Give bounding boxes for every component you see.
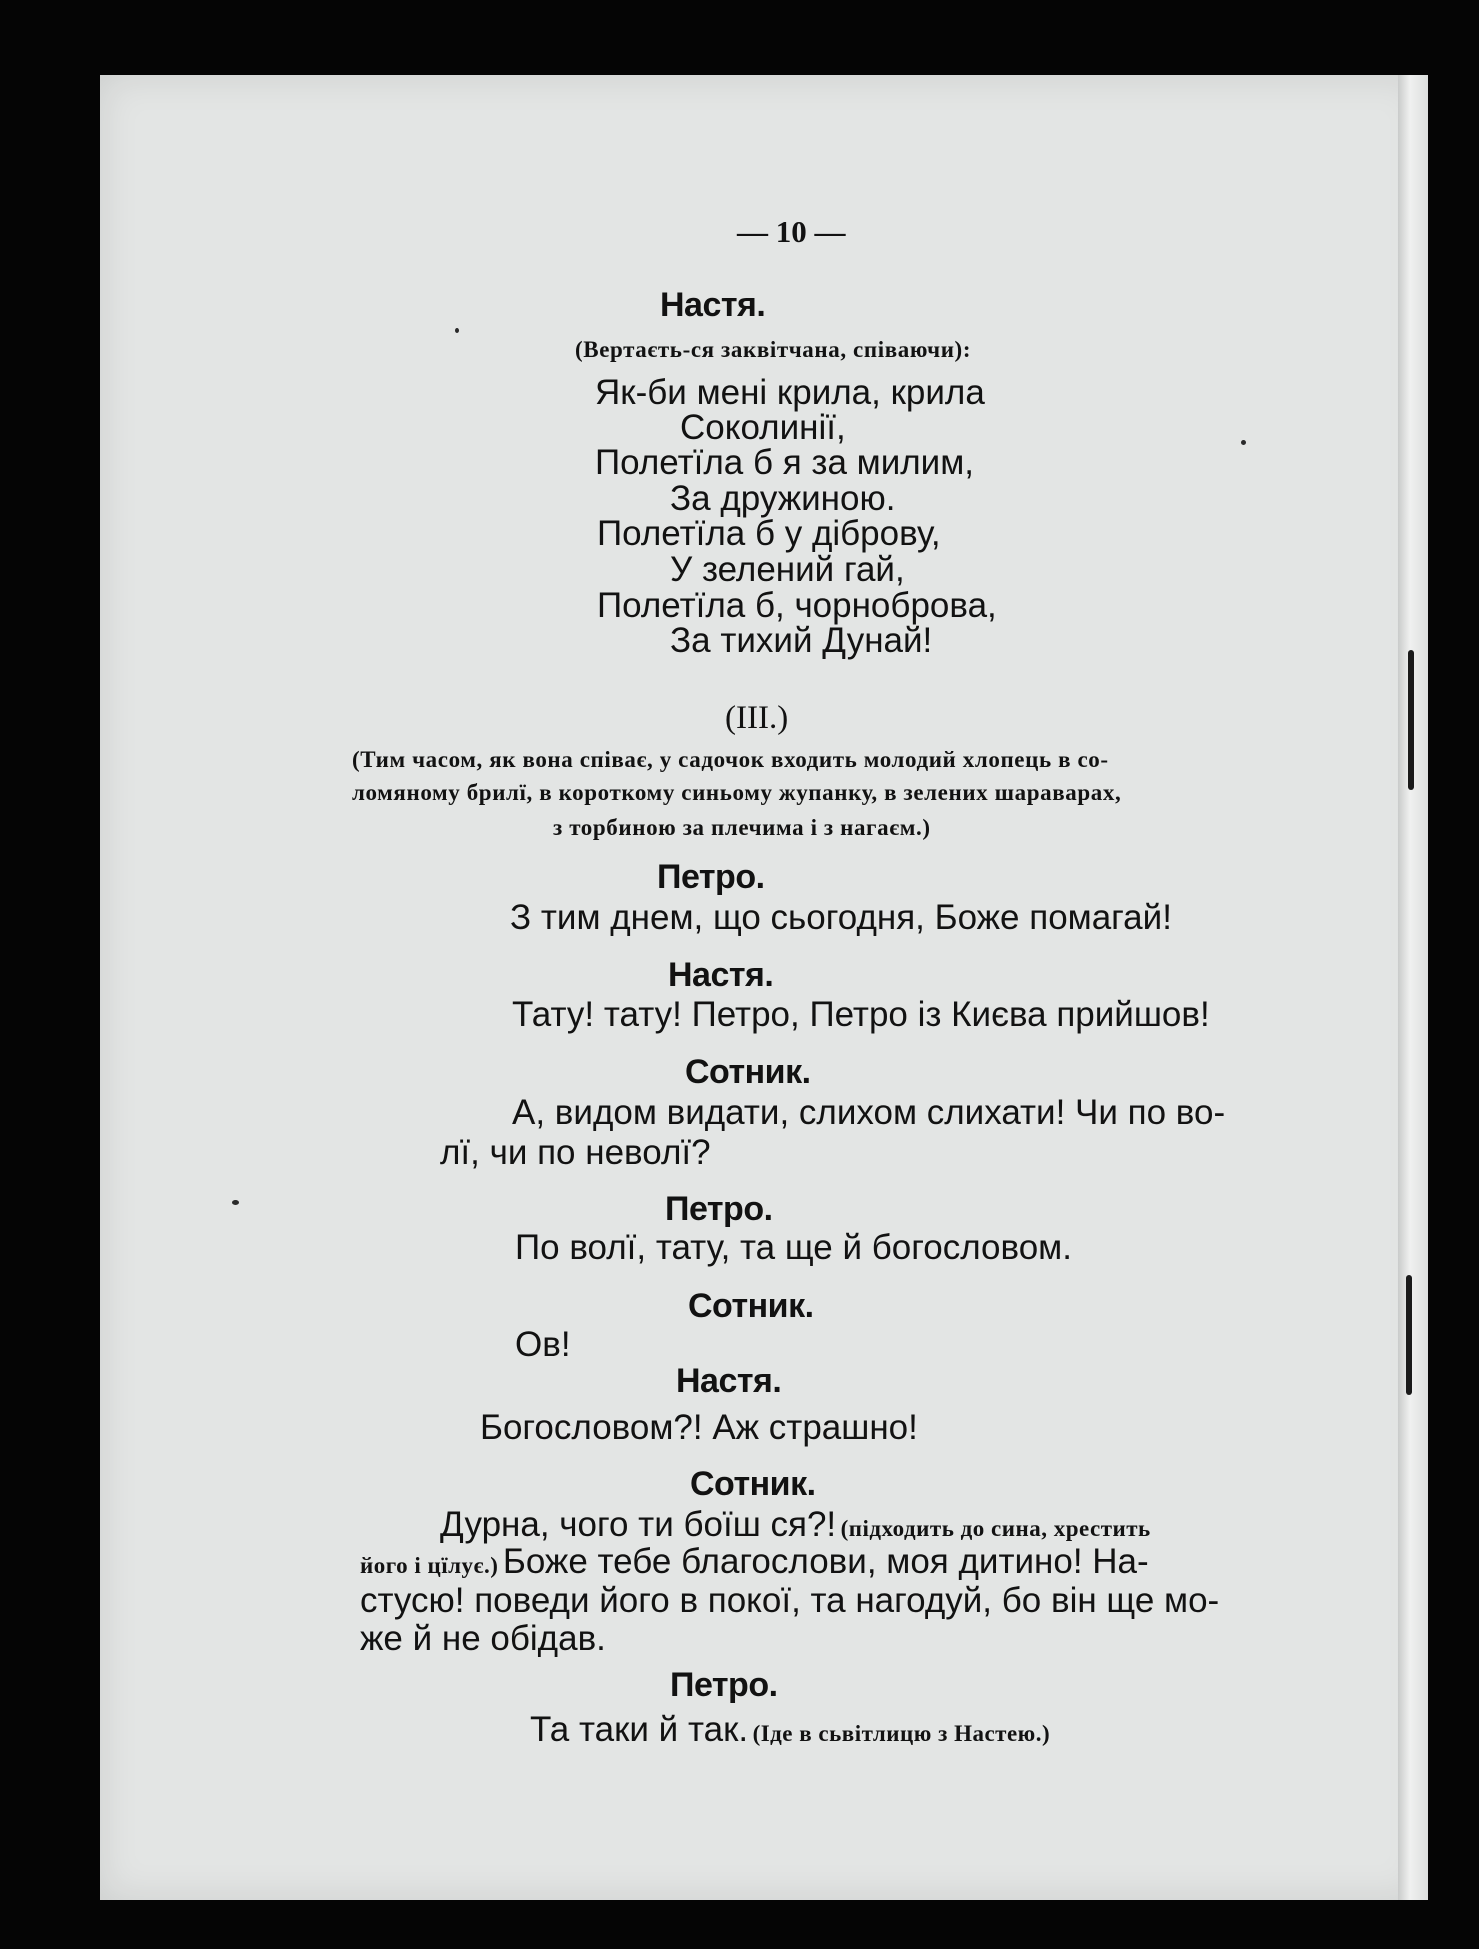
- stage-direction: (Вертаєть-ся заквітчана, співаючи):: [575, 337, 972, 362]
- verse-line: Полетїла б у діброву,: [597, 514, 941, 553]
- verse-line: Полетїла б, чорноброва,: [597, 586, 997, 625]
- speaker-name: Сотник.: [685, 1053, 811, 1091]
- binding-mark: [1408, 650, 1414, 790]
- dialogue-line-mixed: [360, 1542, 1149, 1582]
- speaker-name: Петро.: [657, 858, 765, 896]
- stage-direction: ломяному брилї, в короткому синьому жупанку, в зелених шараварах,: [352, 780, 1122, 805]
- verse-line: За дружиною.: [670, 479, 896, 518]
- inline-stage-direction: його і цїлує.): [360, 1553, 499, 1578]
- speck: [455, 328, 459, 333]
- speck: [232, 1200, 239, 1205]
- dialogue-line: Ов!: [515, 1325, 571, 1364]
- dialogue-text: Дурна, чого ти боїш ся?!: [440, 1505, 837, 1544]
- act-number: (III.): [725, 700, 789, 736]
- speaker-name: Настя.: [676, 1362, 782, 1400]
- speaker-name: Сотник.: [688, 1287, 814, 1325]
- speaker-name: Сотник.: [690, 1465, 816, 1503]
- verse-line: У зелений гай,: [670, 550, 905, 589]
- verse-line: Соколинії,: [680, 408, 846, 447]
- dialogue-line: По волї, тату, та ще й богословом.: [515, 1228, 1072, 1267]
- dialogue-line: Богословом?! Аж страшно!: [480, 1408, 918, 1447]
- dialogue-text: Боже тебе благослови, моя дитино! На-: [502, 1542, 1149, 1581]
- dialogue-line: стусю! поведи його в покої, та нагодуй, бо він ще мо-: [360, 1581, 1220, 1620]
- binding-mark: [1406, 1275, 1412, 1395]
- dialogue-line: же й не обідав.: [360, 1619, 606, 1658]
- stage-direction: з торбиною за плечима і з нагаєм.): [553, 815, 931, 840]
- speaker-name: Петро.: [670, 1666, 778, 1704]
- dialogue-line: Тату! тату! Петро, Петро із Києва прийшов!: [512, 995, 1210, 1034]
- inline-stage-direction: (Іде в сьвітлицю з Настею.): [752, 1721, 1051, 1746]
- dialogue-text: Та таки й так.: [530, 1710, 749, 1749]
- verse-line: Як-би мені крила, крила: [595, 373, 985, 412]
- verse-line: За тихий Дунай!: [670, 621, 933, 660]
- dialogue-line-mixed: [440, 1505, 1151, 1545]
- page-number: — 10 —: [737, 214, 846, 249]
- speaker-name: Настя.: [668, 956, 774, 994]
- dialogue-line: З тим днем, що сьогодня, Боже помагай!: [510, 898, 1172, 937]
- speaker-name: Петро.: [665, 1190, 773, 1228]
- dialogue-line-mixed: [530, 1710, 1050, 1750]
- speck: [1241, 440, 1246, 445]
- dialogue-line: лї, чи по неволї?: [440, 1133, 711, 1172]
- speaker-name: Настя.: [660, 286, 766, 324]
- stage-direction: (Тим часом, як вона співає, у садочок входить молодий хлопець в со-: [352, 747, 1109, 772]
- verse-line: Полетїла б я за милим,: [595, 443, 975, 482]
- dialogue-line: А, видом видати, слихом слихати! Чи по во-: [512, 1093, 1226, 1132]
- inline-stage-direction: (підходить до сина, хрестить: [840, 1516, 1151, 1541]
- page-edge: [1398, 75, 1428, 1900]
